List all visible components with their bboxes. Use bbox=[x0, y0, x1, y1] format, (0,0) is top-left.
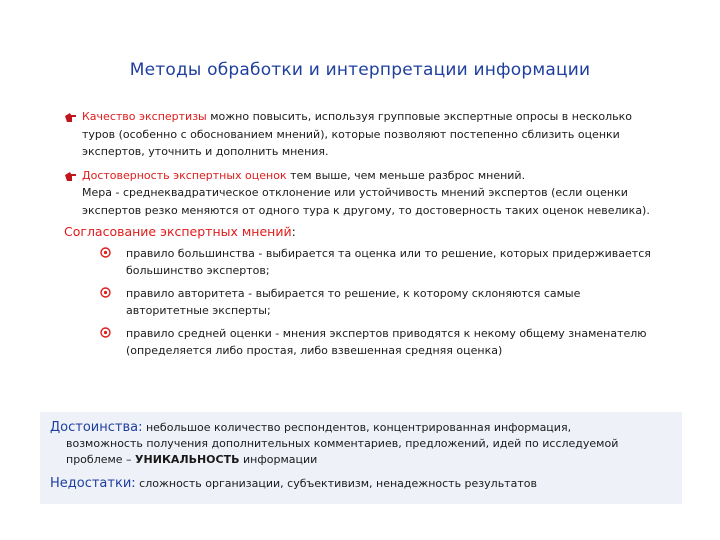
slide-title: Методы обработки и интерпретации информации bbox=[129, 60, 591, 80]
advantages-bold: УНИКАЛЬНОСТЬ bbox=[135, 453, 240, 466]
flower-bullet-icon bbox=[100, 247, 111, 258]
agreement-list bbox=[100, 245, 664, 360]
advantages-text-1: небольшое количество респондентов, концентрированная информация, bbox=[142, 421, 572, 434]
flower-bullet-icon bbox=[100, 327, 111, 338]
list-item bbox=[100, 325, 664, 360]
hand-pointer-icon bbox=[64, 111, 77, 123]
drawbacks-heading: Недостатки: bbox=[50, 476, 136, 491]
summary-box bbox=[40, 412, 682, 504]
agreement-heading: Согласование экспертных мнений bbox=[64, 224, 292, 239]
reliability-paragraph bbox=[64, 167, 664, 220]
advantages-heading: Достоинства: bbox=[50, 420, 143, 435]
reliability-text-2: Мера - среднеквадратическое отклонение или устойчивость мнений экспертов (если оценки экспертов резко меняются от одного тура к другому, то достоверность таких оценок невелика). bbox=[82, 186, 650, 217]
reliability-text-1: тем выше, чем меньше разброс мнений. bbox=[286, 168, 526, 182]
quality-heading: Качество экспертизы bbox=[82, 110, 207, 123]
flower-bullet-icon bbox=[100, 287, 111, 298]
agreement-item-1: правило большинства - выбирается та оценка или то решение, которых придерживается большинство экспертов; bbox=[126, 246, 651, 277]
quality-text: можно повысить, используя групповые экспертные опросы в несколько туров (особенно с обоснованием мнений), которые позволяют постепенно сблизить оценки экспертов, уточнить и дополнить мнения. bbox=[82, 110, 633, 158]
drawbacks-text: сложность организации, субъективизм, ненадежность результатов bbox=[135, 477, 537, 490]
drawbacks-block bbox=[50, 476, 670, 492]
advantages-text-3: информации bbox=[239, 453, 318, 466]
agreement-item-2: правило авторитета - выбирается то решение, к которому склоняются самые авторитетные эксперты; bbox=[126, 286, 581, 317]
advantages-block bbox=[50, 420, 670, 468]
hand-pointer-icon bbox=[64, 170, 77, 182]
main-content bbox=[64, 108, 664, 365]
summary-box-content bbox=[50, 420, 670, 500]
reliability-heading: Достоверность экспертных оценок bbox=[82, 168, 287, 182]
list-item bbox=[100, 245, 664, 280]
agreement-heading-row bbox=[64, 223, 664, 241]
advantages-text-2: возможность получения дополнительных комментариев, предложений, идей по исследуемой проблеме – bbox=[66, 437, 619, 466]
agreement-colon: : bbox=[291, 224, 296, 239]
list-item bbox=[100, 285, 664, 320]
agreement-item-3: правило средней оценки - мнения экспертов приводятся к некому общему знаменателю (определяется либо простая, либо взвешенная средняя оценка) bbox=[126, 326, 647, 357]
quality-paragraph bbox=[64, 108, 664, 161]
